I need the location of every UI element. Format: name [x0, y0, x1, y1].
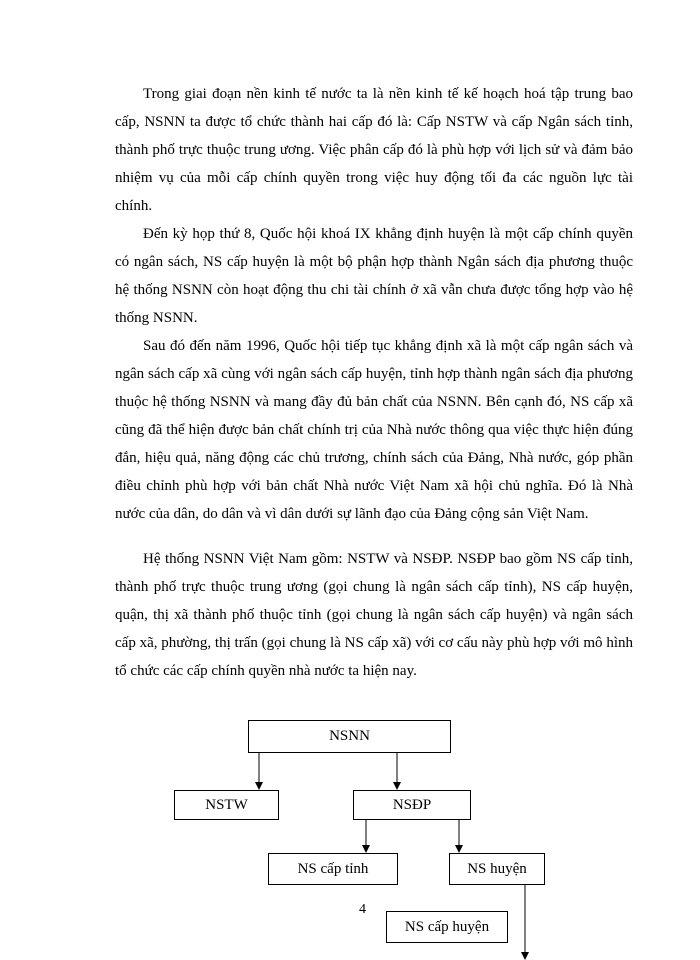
arrowhead-bottom — [521, 952, 529, 960]
arrowhead-ns-cap-tinh — [362, 845, 370, 853]
paragraph-2: Đến kỳ họp thứ 8, Quốc hội khoá IX khẳng định huyện là một cấp chính quyền có ngân sách, NS cấp huyện là một bộ phận hợp thành Ngân sách địa phương thuộc hệ thống NSNN còn hoạt động thu chi tài chính ở xã vẫn chưa được tổng hợp vào hệ thống NSNN. — [115, 226, 633, 326]
diagram-node-label: NSTW — [205, 796, 248, 813]
arrowhead-ns-huyen — [455, 845, 463, 853]
diagram-node-label: NS huyện — [467, 860, 527, 877]
diagram-node-label: NS cấp tỉnh — [297, 860, 369, 877]
paragraph-4: Hệ thống NSNN Việt Nam gồm: NSTW và NSĐP. NSĐP bao gồm NS cấp tỉnh, thành phố trực thuộc trung ương (gọi chung là ngân sách cấp tỉnh), NS cấp huyện, quận, thị xã thành phố thuộc tỉnh (gọi chung là ngân sách cấp huyện) và ngân sách cấp xã, phường, thị trấn (gọi chung là NS cấp xã) với cơ cấu này phù hợp với mô hình tổ chức các cấp chính quyền nhà nước ta hiện nay. — [115, 551, 633, 679]
page-number: 4 — [359, 902, 366, 917]
diagram-node-ns-cap-tinh — [268, 853, 398, 885]
diagram-node-label: NSĐP — [392, 796, 432, 813]
diagram-node-ns-huyen — [449, 853, 545, 885]
arrowhead-nstw — [255, 782, 263, 790]
diagram-node-nsnn — [248, 720, 451, 753]
paragraph-3: Sau đó đến năm 1996, Quốc hội tiếp tục khẳng định xã là một cấp ngân sách và ngân sách cấp xã cùng với ngân sách cấp huyện, tỉnh hợp thành ngân sách địa phương thuộc hệ thống NSNN và mang đầy đủ bản chất của NSNN. Bên cạnh đó, NS cấp xã cũng đã thể hiện được bản chất chính trị của Nhà nước thông qua việc thực hiện đúng đắn, hiệu quả, năng động các chủ trương, chính sách của Đảng, Nhà nước, góp phần điều chỉnh phù hợp với bản chất Nhà nước Việt Nam xã hội chủ nghĩa. Đó là Nhà nước của dân, do dân và vì dân dưới sự lãnh đạo của Đảng cộng sản Việt Nam. — [115, 338, 633, 522]
diagram-node-nsdp — [353, 790, 471, 820]
diagram-node-label: NSNN — [329, 728, 370, 744]
diagram-node-ns-cap-huyen — [386, 911, 508, 943]
diagram-node-nstw — [174, 790, 279, 820]
paragraph-1: Trong giai đoạn nền kinh tế nước ta là nền kinh tế kế hoạch hoá tập trung bao cấp, NSNN ta được tổ chức thành hai cấp đó là: Cấp NSTW và cấp Ngân sách tỉnh, thành phố trực thuộc trung ương. Việc phân cấp đó là phù hợp với lịch sử và đảm bảo nhiệm vụ của mỗi cấp chính quyền trong việc huy động tối đa các nguồn lực tài chính. — [115, 86, 633, 214]
diagram-node-label: NS cấp huyện — [404, 918, 490, 935]
arrowhead-nsdp — [393, 782, 401, 790]
